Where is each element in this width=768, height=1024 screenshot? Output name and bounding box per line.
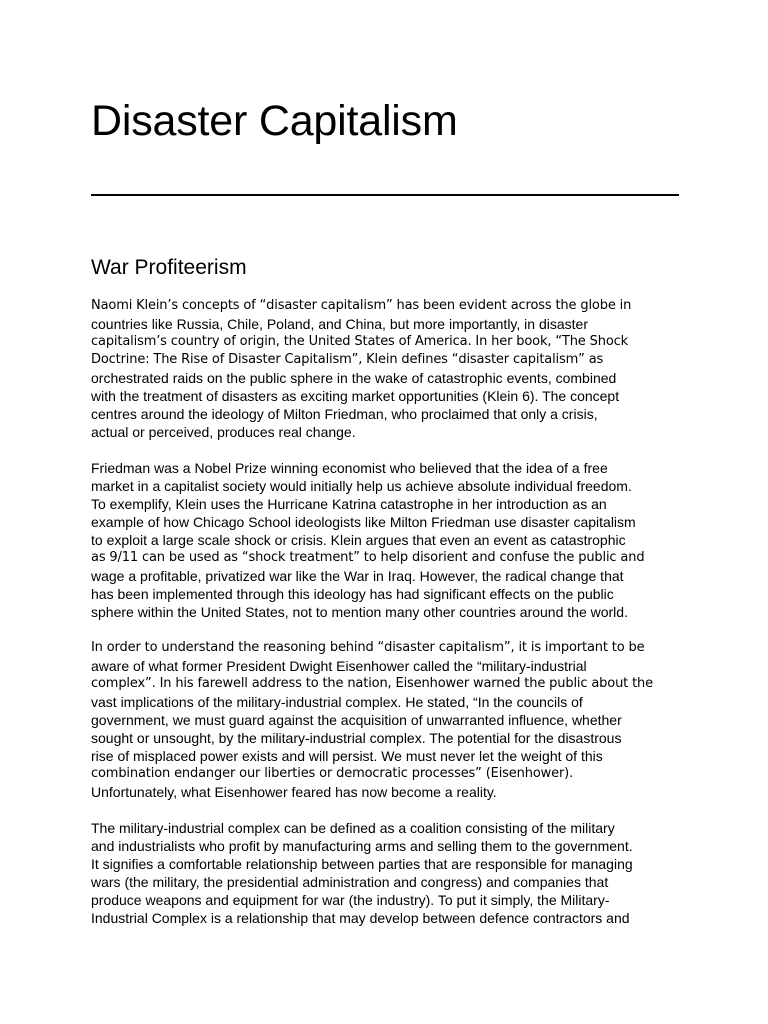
text-line: produce weapons and equipment for war (the industry). To put it simply, the Military- <box>91 892 610 908</box>
text-line: aware of what former President Dwight Eisenhower called the “military-industrial <box>91 658 587 674</box>
title-divider <box>91 194 679 196</box>
text-line: countries like Russia, Chile, Poland, and China, but more importantly, in disaster <box>91 316 588 332</box>
paragraph-4 <box>91 819 681 927</box>
text-line: Doctrine: The Rise of Disaster Capitalism”, Klein defines “disaster capitalism” as <box>91 352 604 367</box>
text-line: wage a profitable, privatized war like the War in Iraq. However, the radical change that <box>91 568 624 584</box>
document-title: Disaster Capitalism <box>91 97 458 145</box>
text-line: To exemplify, Klein uses the Hurricane Katrina catastrophe in her introduction as an <box>91 496 607 512</box>
text-line: with the treatment of disasters as exciting market opportunities (Klein 6). The concept <box>91 388 620 404</box>
paragraph-1 <box>91 297 681 441</box>
text-line: capitalism’s country of origin, the United States of America. In her book, “The Shock <box>91 334 628 349</box>
body-text <box>91 297 681 945</box>
text-line: vast implications of the military-industrial complex. He stated, “In the councils of <box>91 694 583 710</box>
text-line: complex”. In his farewell address to the nation, Eisenhower warned the public about the <box>91 676 653 691</box>
text-line: Industrial Complex is a relationship that may develop between defence contractors and <box>91 910 630 926</box>
paragraph-3 <box>91 639 681 801</box>
text-line: has been implemented through this ideology has had significant effects on the public <box>91 586 614 602</box>
text-line: It signifies a comfortable relationship between parties that are responsible for managing <box>91 856 633 872</box>
text-line: rise of misplaced power exists and will persist. We must never let the weight of this <box>91 748 603 764</box>
text-line: sphere within the United States, not to mention many other countries around the world. <box>91 604 628 620</box>
text-line: orchestrated raids on the public sphere in the wake of catastrophic events, combined <box>91 370 617 386</box>
paragraph-2 <box>91 459 681 621</box>
text-line: government, we must guard against the acquisition of unwarranted influence, whether <box>91 712 622 728</box>
text-line: Unfortunately, what Eisenhower feared has now become a reality. <box>91 784 497 800</box>
text-line: market in a capitalist society would initially help us achieve absolute individual freedom. <box>91 478 632 494</box>
section-heading: War Profiteerism <box>91 256 247 279</box>
text-line: to exploit a large scale shock or crisis. Klein argues that even an event as catastrophic <box>91 532 626 548</box>
text-line: Friedman was a Nobel Prize winning economist who believed that the idea of a free <box>91 460 608 476</box>
text-line: and industrialists who profit by manufacturing arms and selling them to the government. <box>91 838 633 854</box>
text-line: as 9/11 can be used as “shock treatment” to help disorient and confuse the public and <box>91 550 645 565</box>
text-line: In order to understand the reasoning behind “disaster capitalism”, it is important to be <box>91 640 645 655</box>
text-line: combination endanger our liberties or democratic processes” (Eisenhower). <box>91 766 574 781</box>
text-line: The military-industrial complex can be defined as a coalition consisting of the military <box>91 820 615 836</box>
text-line: wars (the military, the presidential administration and congress) and companies that <box>91 874 609 890</box>
text-line: actual or perceived, produces real change. <box>91 424 356 440</box>
text-line: Naomi Klein’s concepts of “disaster capitalism” has been evident across the globe in <box>91 298 632 313</box>
text-line: centres around the ideology of Milton Friedman, who proclaimed that only a crisis, <box>91 406 598 422</box>
text-line: example of how Chicago School ideologists like Milton Friedman use disaster capitalism <box>91 514 636 530</box>
text-line: sought or unsought, by the military-industrial complex. The potential for the disastrous <box>91 730 622 746</box>
